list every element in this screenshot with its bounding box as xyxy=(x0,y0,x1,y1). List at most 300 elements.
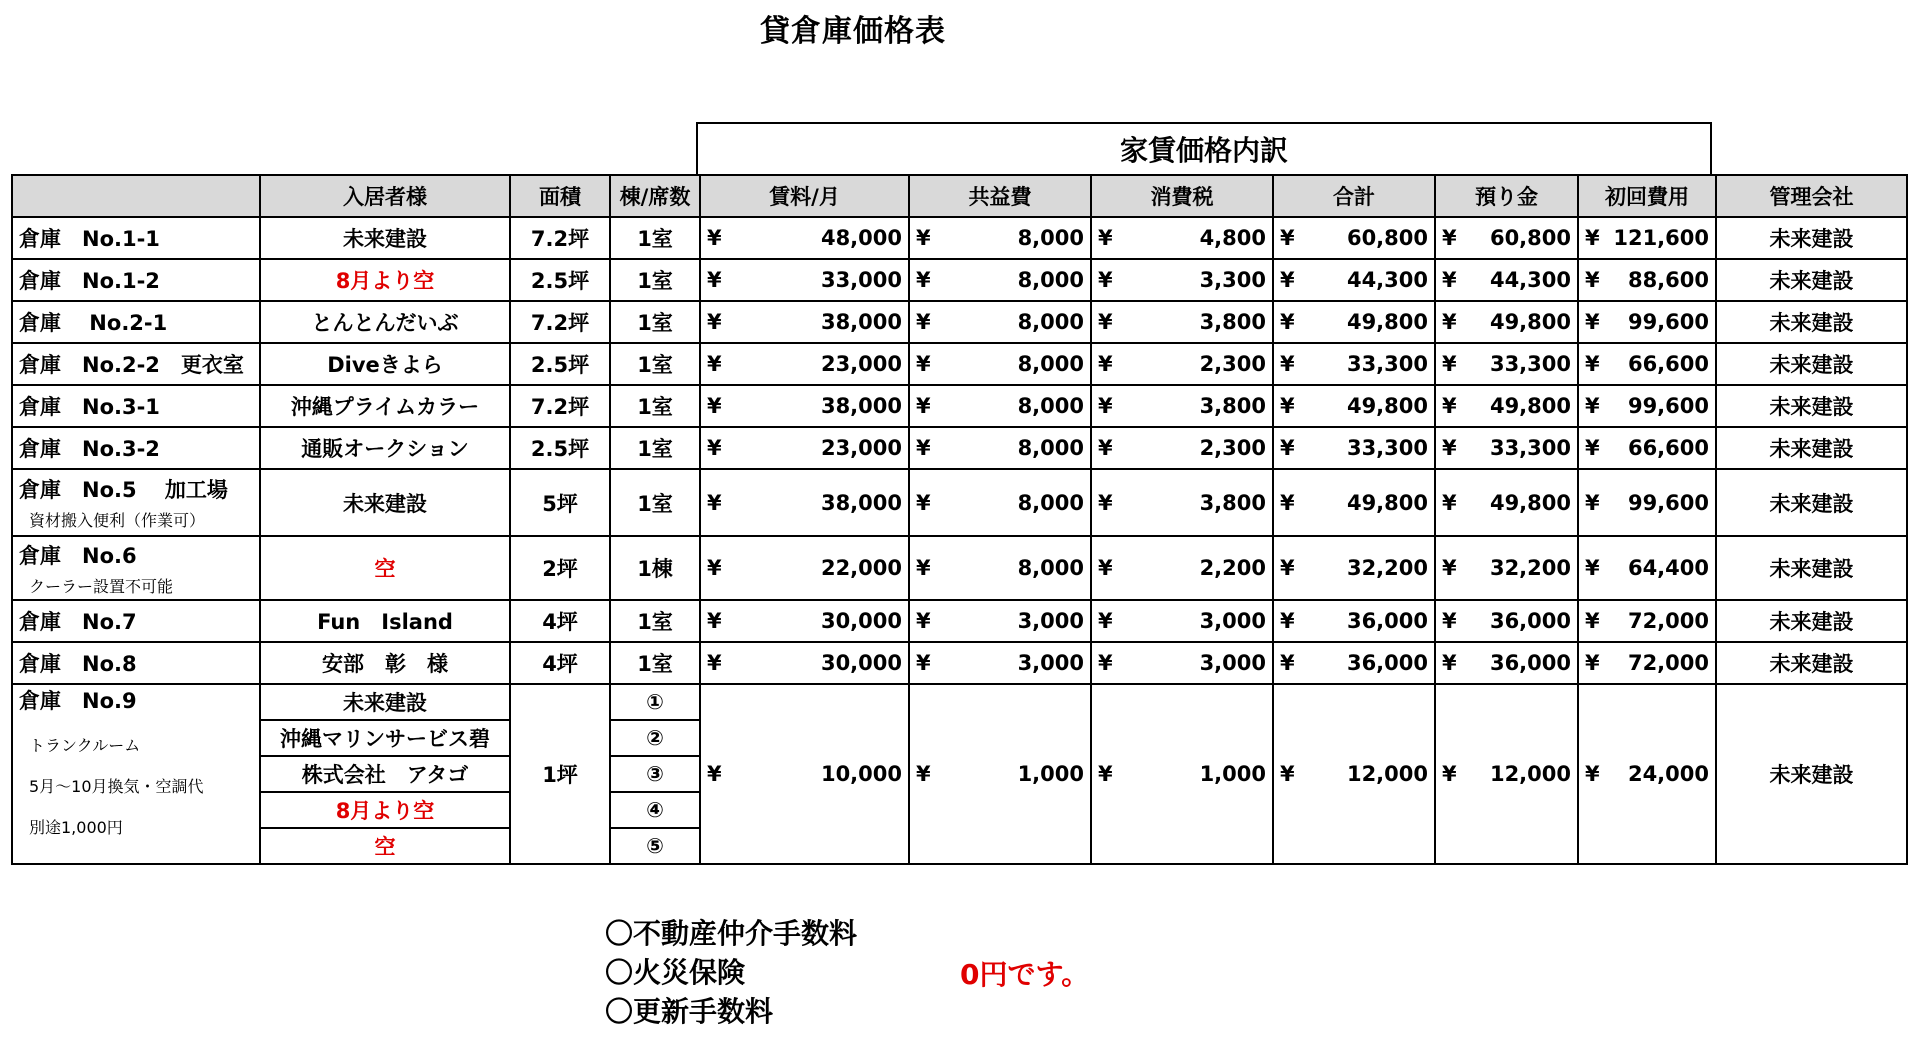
yen-symbol: ¥ xyxy=(916,609,931,633)
rent-cell xyxy=(700,217,909,259)
tax-cell-value: 1,000 xyxy=(1199,762,1266,786)
yen-symbol: ¥ xyxy=(1280,310,1295,334)
table-row xyxy=(12,536,1907,600)
initial-cost-cell xyxy=(1578,469,1716,536)
initial-cost-cell-value: 66,600 xyxy=(1627,352,1709,376)
units-cell: 1室 xyxy=(610,217,700,259)
management-cell: 未来建設 xyxy=(1716,301,1907,343)
initial-cost-cell-value: 64,400 xyxy=(1627,556,1709,580)
deposit-cell xyxy=(1435,642,1578,684)
seat-number-cell: ② xyxy=(610,720,700,756)
total-cell-value: 49,800 xyxy=(1346,394,1428,418)
tax-cell-value: 2,300 xyxy=(1199,436,1266,460)
deposit-cell-value: 44,300 xyxy=(1489,268,1571,292)
yen-symbol: ¥ xyxy=(1098,226,1113,250)
tenant-cell: 安部 彰 様 xyxy=(260,642,510,684)
warehouse-name: 倉庫 No.1-1 xyxy=(19,227,160,251)
total-cell xyxy=(1273,385,1435,427)
initial-cost-cell xyxy=(1578,385,1716,427)
tenant-cell: 沖縄プライムカラー xyxy=(260,385,510,427)
area-cell: 7.2坪 xyxy=(510,385,610,427)
yen-symbol: ¥ xyxy=(1585,268,1600,292)
yen-symbol: ¥ xyxy=(1280,268,1295,292)
tax-cell xyxy=(1091,600,1273,642)
yen-symbol: ¥ xyxy=(1098,609,1113,633)
tenant-cell: 未来建設 xyxy=(260,469,510,536)
management-cell: 未来建設 xyxy=(1716,684,1907,864)
table-row xyxy=(12,600,1907,642)
units-cell: 1室 xyxy=(610,427,700,469)
management-cell: 未来建設 xyxy=(1716,642,1907,684)
management-cell: 未来建設 xyxy=(1716,536,1907,600)
seat-number-cell: ③ xyxy=(610,756,700,792)
tax-cell xyxy=(1091,536,1273,600)
warehouse-name: 倉庫 No.7 xyxy=(19,610,137,634)
table-row xyxy=(12,343,1907,385)
initial-cost-cell xyxy=(1578,301,1716,343)
warehouse-name: 倉庫 No.6 xyxy=(19,543,137,568)
yen-symbol: ¥ xyxy=(1585,651,1600,675)
deposit-cell xyxy=(1435,600,1578,642)
deposit-cell-value: 32,200 xyxy=(1489,556,1571,580)
rent-cell-value: 23,000 xyxy=(820,436,902,460)
common-fee-cell xyxy=(909,385,1091,427)
tax-cell-value: 3,000 xyxy=(1199,609,1266,633)
yen-symbol: ¥ xyxy=(1280,436,1295,460)
tax-cell-value: 3,000 xyxy=(1199,651,1266,675)
table-row xyxy=(12,427,1907,469)
yen-symbol: ¥ xyxy=(1585,762,1600,786)
rent-cell xyxy=(700,301,909,343)
seat-number-cell: ⑤ xyxy=(610,828,700,864)
units-cell: 1室 xyxy=(610,385,700,427)
units-cell: 1室 xyxy=(610,259,700,301)
rent-cell xyxy=(700,536,909,600)
management-cell: 未来建設 xyxy=(1716,259,1907,301)
tenant-cell: Fun Island xyxy=(260,600,510,642)
initial-cost-cell-value: 72,000 xyxy=(1627,651,1709,675)
warehouse-cell xyxy=(12,642,260,684)
deposit-cell xyxy=(1435,469,1578,536)
yen-symbol: ¥ xyxy=(1280,762,1295,786)
management-cell: 未来建設 xyxy=(1716,427,1907,469)
yen-symbol: ¥ xyxy=(1098,490,1113,515)
yen-symbol: ¥ xyxy=(1585,394,1600,418)
yen-symbol: ¥ xyxy=(1442,310,1457,334)
price-table xyxy=(11,174,1908,865)
tax-cell xyxy=(1091,642,1273,684)
total-cell-value: 12,000 xyxy=(1346,762,1428,786)
deposit-cell-value: 49,800 xyxy=(1489,490,1571,515)
deposit-cell-value: 33,300 xyxy=(1489,436,1571,460)
yen-symbol: ¥ xyxy=(916,490,931,515)
yen-symbol: ¥ xyxy=(1442,394,1457,418)
total-cell xyxy=(1273,684,1435,864)
deposit-cell xyxy=(1435,427,1578,469)
warehouse-cell xyxy=(12,385,260,427)
fee-free-text: 0円です。 xyxy=(960,958,1090,991)
initial-cost-cell xyxy=(1578,536,1716,600)
rent-cell-value: 38,000 xyxy=(820,394,902,418)
area-cell: 7.2坪 xyxy=(510,301,610,343)
yen-symbol: ¥ xyxy=(916,651,931,675)
yen-symbol: ¥ xyxy=(1585,490,1600,515)
yen-symbol: ¥ xyxy=(1585,556,1600,580)
rent-cell-value: 38,000 xyxy=(820,310,902,334)
deposit-cell xyxy=(1435,301,1578,343)
yen-symbol: ¥ xyxy=(916,310,931,334)
common-fee-cell-value: 3,000 xyxy=(1017,609,1084,633)
warehouse-cell xyxy=(12,469,260,536)
yen-symbol: ¥ xyxy=(916,762,931,786)
units-cell: 1棟 xyxy=(610,536,700,600)
table-row xyxy=(12,385,1907,427)
deposit-cell-value: 33,300 xyxy=(1489,352,1571,376)
total-cell xyxy=(1273,217,1435,259)
yen-symbol: ¥ xyxy=(707,556,722,580)
total-cell-value: 49,800 xyxy=(1346,310,1428,334)
common-fee-cell xyxy=(909,684,1091,864)
yen-symbol: ¥ xyxy=(1442,268,1457,292)
yen-symbol: ¥ xyxy=(1098,310,1113,334)
rent-cell-value: 30,000 xyxy=(820,609,902,633)
yen-symbol: ¥ xyxy=(1098,436,1113,460)
tenant-cell: Diveきよら xyxy=(260,343,510,385)
tax-cell xyxy=(1091,385,1273,427)
common-fee-cell xyxy=(909,600,1091,642)
warehouse-cell xyxy=(12,343,260,385)
yen-symbol: ¥ xyxy=(916,268,931,292)
yen-symbol: ¥ xyxy=(1442,226,1457,250)
yen-symbol: ¥ xyxy=(1280,226,1295,250)
management-cell: 未来建設 xyxy=(1716,343,1907,385)
warehouse-name: 倉庫 No.1-2 xyxy=(19,269,160,293)
yen-symbol: ¥ xyxy=(1280,609,1295,633)
header-warehouse xyxy=(12,175,260,217)
table-row xyxy=(12,642,1907,684)
table-row xyxy=(12,684,1907,720)
area-cell: 5坪 xyxy=(510,469,610,536)
common-fee-cell-value: 8,000 xyxy=(1017,436,1084,460)
yen-symbol: ¥ xyxy=(707,762,722,786)
rent-cell xyxy=(700,259,909,301)
rent-cell-value: 30,000 xyxy=(820,651,902,675)
common-fee-cell-value: 8,000 xyxy=(1017,352,1084,376)
tenant-cell: 未来建設 xyxy=(260,217,510,259)
warehouse-name: 倉庫 No.2-2 更衣室 xyxy=(19,353,244,377)
tax-cell xyxy=(1091,684,1273,864)
yen-symbol: ¥ xyxy=(1442,609,1457,633)
tax-cell xyxy=(1091,259,1273,301)
area-cell: 4坪 xyxy=(510,642,610,684)
yen-symbol: ¥ xyxy=(916,226,931,250)
yen-symbol: ¥ xyxy=(1585,310,1600,334)
header-rent: 賃料/月 xyxy=(700,175,909,217)
fee-note-item: 〇更新手数料 xyxy=(605,995,774,1028)
common-fee-cell-value: 8,000 xyxy=(1017,226,1084,250)
tenant-cell: とんとんだいぶ xyxy=(260,301,510,343)
common-fee-cell xyxy=(909,642,1091,684)
management-cell: 未来建設 xyxy=(1716,217,1907,259)
total-cell-value: 36,000 xyxy=(1346,609,1428,633)
deposit-cell-value: 49,800 xyxy=(1489,394,1571,418)
tenant-cell: 未来建設 xyxy=(260,684,510,720)
total-cell-value: 44,300 xyxy=(1346,268,1428,292)
deposit-cell xyxy=(1435,684,1578,864)
yen-symbol: ¥ xyxy=(1442,352,1457,376)
tax-cell-value: 3,800 xyxy=(1199,490,1266,515)
tax-cell-value: 2,200 xyxy=(1199,556,1266,580)
total-cell-value: 60,800 xyxy=(1346,226,1428,250)
area-cell: 2坪 xyxy=(510,536,610,600)
area-cell: 2.5坪 xyxy=(510,259,610,301)
tenant-cell: 空 xyxy=(260,828,510,864)
tax-cell xyxy=(1091,217,1273,259)
header-total: 合計 xyxy=(1273,175,1435,217)
area-cell: 2.5坪 xyxy=(510,427,610,469)
warehouse-cell xyxy=(12,427,260,469)
deposit-cell-value: 49,800 xyxy=(1489,310,1571,334)
management-cell: 未来建設 xyxy=(1716,385,1907,427)
table-row xyxy=(12,301,1907,343)
tenant-cell: 8月より空 xyxy=(260,259,510,301)
table-row xyxy=(12,259,1907,301)
page-title: 貸倉庫価格表 xyxy=(760,14,946,49)
warehouse-cell xyxy=(12,536,260,600)
management-cell: 未来建設 xyxy=(1716,600,1907,642)
total-cell-value: 32,200 xyxy=(1346,556,1428,580)
warehouse-note: 資材搬入便利（作業可） xyxy=(29,511,206,530)
tax-cell-value: 2,300 xyxy=(1199,352,1266,376)
rent-cell-value: 38,000 xyxy=(820,490,902,515)
common-fee-cell xyxy=(909,427,1091,469)
table-row xyxy=(12,217,1907,259)
fee-notes xyxy=(605,914,857,1031)
tax-cell xyxy=(1091,427,1273,469)
header-initial-cost: 初回費用 xyxy=(1578,175,1716,217)
warehouse-cell xyxy=(12,259,260,301)
deposit-cell xyxy=(1435,259,1578,301)
initial-cost-cell-value: 99,600 xyxy=(1627,310,1709,334)
units-cell: 1室 xyxy=(610,301,700,343)
rent-cell xyxy=(700,343,909,385)
total-cell xyxy=(1273,600,1435,642)
common-fee-cell xyxy=(909,217,1091,259)
common-fee-cell xyxy=(909,469,1091,536)
warehouse-name: 倉庫 No.5 加工場 xyxy=(19,478,228,502)
total-cell-value: 36,000 xyxy=(1346,651,1428,675)
initial-cost-cell-value: 121,600 xyxy=(1613,226,1709,250)
total-cell xyxy=(1273,427,1435,469)
warehouse-name: 倉庫 No.8 xyxy=(19,652,137,676)
deposit-cell xyxy=(1435,536,1578,600)
tax-cell xyxy=(1091,469,1273,536)
warehouse-note: 5月～10月換気・空調代 xyxy=(29,777,204,796)
warehouse-cell xyxy=(12,217,260,259)
rent-breakdown-header: 家賃価格内訳 xyxy=(696,122,1712,174)
total-cell-value: 49,800 xyxy=(1346,490,1428,515)
warehouse-name: 倉庫 No.9 xyxy=(19,689,137,713)
seat-number-cell: ④ xyxy=(610,792,700,828)
common-fee-cell-value: 1,000 xyxy=(1017,762,1084,786)
initial-cost-cell xyxy=(1578,427,1716,469)
header-management: 管理会社 xyxy=(1716,175,1907,217)
management-cell: 未来建設 xyxy=(1716,469,1907,536)
total-cell xyxy=(1273,259,1435,301)
initial-cost-cell-value: 24,000 xyxy=(1627,762,1709,786)
yen-symbol: ¥ xyxy=(1585,352,1600,376)
initial-cost-cell-value: 66,600 xyxy=(1627,436,1709,460)
common-fee-cell xyxy=(909,343,1091,385)
warehouse-note: クーラー設置不可能 xyxy=(29,576,174,596)
tax-cell-value: 3,300 xyxy=(1199,268,1266,292)
header-deposit: 預り金 xyxy=(1435,175,1578,217)
initial-cost-cell xyxy=(1578,217,1716,259)
yen-symbol: ¥ xyxy=(707,490,722,515)
rent-cell xyxy=(700,642,909,684)
deposit-cell-value: 36,000 xyxy=(1489,651,1571,675)
tenant-cell: 空 xyxy=(260,536,510,600)
rent-cell-value: 33,000 xyxy=(820,268,902,292)
deposit-cell xyxy=(1435,217,1578,259)
fee-note-item: 〇火災保険 xyxy=(605,956,746,989)
deposit-cell-value: 36,000 xyxy=(1489,609,1571,633)
rent-cell xyxy=(700,600,909,642)
yen-symbol: ¥ xyxy=(707,310,722,334)
yen-symbol: ¥ xyxy=(916,556,931,580)
warehouse-cell xyxy=(12,600,260,642)
tax-cell-value: 3,800 xyxy=(1199,310,1266,334)
rent-cell xyxy=(700,469,909,536)
yen-symbol: ¥ xyxy=(1585,226,1600,250)
common-fee-cell-value: 8,000 xyxy=(1017,394,1084,418)
common-fee-cell-value: 8,000 xyxy=(1017,556,1084,580)
total-cell xyxy=(1273,642,1435,684)
tenant-cell: 株式会社 アタゴ xyxy=(260,756,510,792)
tenant-cell: 通販オークション xyxy=(260,427,510,469)
yen-symbol: ¥ xyxy=(1280,394,1295,418)
common-fee-cell-value: 8,000 xyxy=(1017,310,1084,334)
common-fee-cell-value: 3,000 xyxy=(1017,651,1084,675)
yen-symbol: ¥ xyxy=(916,394,931,418)
yen-symbol: ¥ xyxy=(707,352,722,376)
common-fee-cell-value: 8,000 xyxy=(1017,268,1084,292)
total-cell xyxy=(1273,301,1435,343)
tenant-cell: 8月より空 xyxy=(260,792,510,828)
common-fee-cell xyxy=(909,301,1091,343)
yen-symbol: ¥ xyxy=(707,268,722,292)
yen-symbol: ¥ xyxy=(1585,609,1600,633)
yen-symbol: ¥ xyxy=(1280,651,1295,675)
total-cell xyxy=(1273,343,1435,385)
header-area: 面積 xyxy=(510,175,610,217)
seat-number-cell: ① xyxy=(610,684,700,720)
deposit-cell xyxy=(1435,343,1578,385)
yen-symbol: ¥ xyxy=(1442,556,1457,580)
rent-cell xyxy=(700,427,909,469)
yen-symbol: ¥ xyxy=(1442,762,1457,786)
tax-cell xyxy=(1091,301,1273,343)
tax-cell-value: 4,800 xyxy=(1199,226,1266,250)
yen-symbol: ¥ xyxy=(1442,651,1457,675)
initial-cost-cell-value: 99,600 xyxy=(1627,394,1709,418)
warehouse-cell xyxy=(12,301,260,343)
units-cell: 1室 xyxy=(610,600,700,642)
rent-cell xyxy=(700,385,909,427)
total-cell-value: 33,300 xyxy=(1346,352,1428,376)
initial-cost-cell-value: 72,000 xyxy=(1627,609,1709,633)
units-cell: 1室 xyxy=(610,469,700,536)
yen-symbol: ¥ xyxy=(707,609,722,633)
rent-cell xyxy=(700,684,909,864)
common-fee-cell xyxy=(909,259,1091,301)
yen-symbol: ¥ xyxy=(1098,394,1113,418)
total-cell xyxy=(1273,536,1435,600)
initial-cost-cell xyxy=(1578,684,1716,864)
yen-symbol: ¥ xyxy=(916,436,931,460)
initial-cost-cell xyxy=(1578,600,1716,642)
warehouse-note: トランクルーム xyxy=(29,736,141,755)
tax-cell-value: 3,800 xyxy=(1199,394,1266,418)
yen-symbol: ¥ xyxy=(707,651,722,675)
warehouse-name: 倉庫 No.2-1 xyxy=(19,311,168,335)
deposit-cell-value: 12,000 xyxy=(1489,762,1571,786)
yen-symbol: ¥ xyxy=(707,436,722,460)
units-cell: 1室 xyxy=(610,642,700,684)
fee-note-item: 〇不動産仲介手数料 xyxy=(605,917,858,950)
area-cell: 4坪 xyxy=(510,600,610,642)
warehouse-cell xyxy=(12,684,260,864)
yen-symbol: ¥ xyxy=(1280,352,1295,376)
yen-symbol: ¥ xyxy=(1585,436,1600,460)
yen-symbol: ¥ xyxy=(1442,436,1457,460)
area-cell: 7.2坪 xyxy=(510,217,610,259)
tax-cell xyxy=(1091,343,1273,385)
area-cell: 1坪 xyxy=(510,684,610,864)
yen-symbol: ¥ xyxy=(916,352,931,376)
yen-symbol: ¥ xyxy=(1098,651,1113,675)
rent-cell-value: 48,000 xyxy=(820,226,902,250)
header-tax: 消費税 xyxy=(1091,175,1273,217)
initial-cost-cell xyxy=(1578,343,1716,385)
yen-symbol: ¥ xyxy=(1098,762,1113,786)
initial-cost-cell-value: 88,600 xyxy=(1627,268,1709,292)
header-units: 棟/席数 xyxy=(610,175,700,217)
yen-symbol: ¥ xyxy=(707,394,722,418)
common-fee-cell-value: 8,000 xyxy=(1017,490,1084,515)
rent-cell-value: 22,000 xyxy=(820,556,902,580)
yen-symbol: ¥ xyxy=(1098,556,1113,580)
yen-symbol: ¥ xyxy=(707,226,722,250)
rent-cell-value: 10,000 xyxy=(820,762,902,786)
area-cell: 2.5坪 xyxy=(510,343,610,385)
common-fee-cell xyxy=(909,536,1091,600)
yen-symbol: ¥ xyxy=(1098,352,1113,376)
total-cell xyxy=(1273,469,1435,536)
warehouse-note: 別途1,000円 xyxy=(29,818,123,837)
warehouse-name: 倉庫 No.3-1 xyxy=(19,395,160,419)
yen-symbol: ¥ xyxy=(1280,556,1295,580)
yen-symbol: ¥ xyxy=(1098,268,1113,292)
rent-cell-value: 23,000 xyxy=(820,352,902,376)
table-row xyxy=(12,469,1907,536)
yen-symbol: ¥ xyxy=(1280,490,1295,515)
deposit-cell xyxy=(1435,385,1578,427)
initial-cost-cell-value: 99,600 xyxy=(1627,490,1709,515)
initial-cost-cell xyxy=(1578,642,1716,684)
tenant-cell: 沖縄マリンサービス碧 xyxy=(260,720,510,756)
yen-symbol: ¥ xyxy=(1442,490,1457,515)
